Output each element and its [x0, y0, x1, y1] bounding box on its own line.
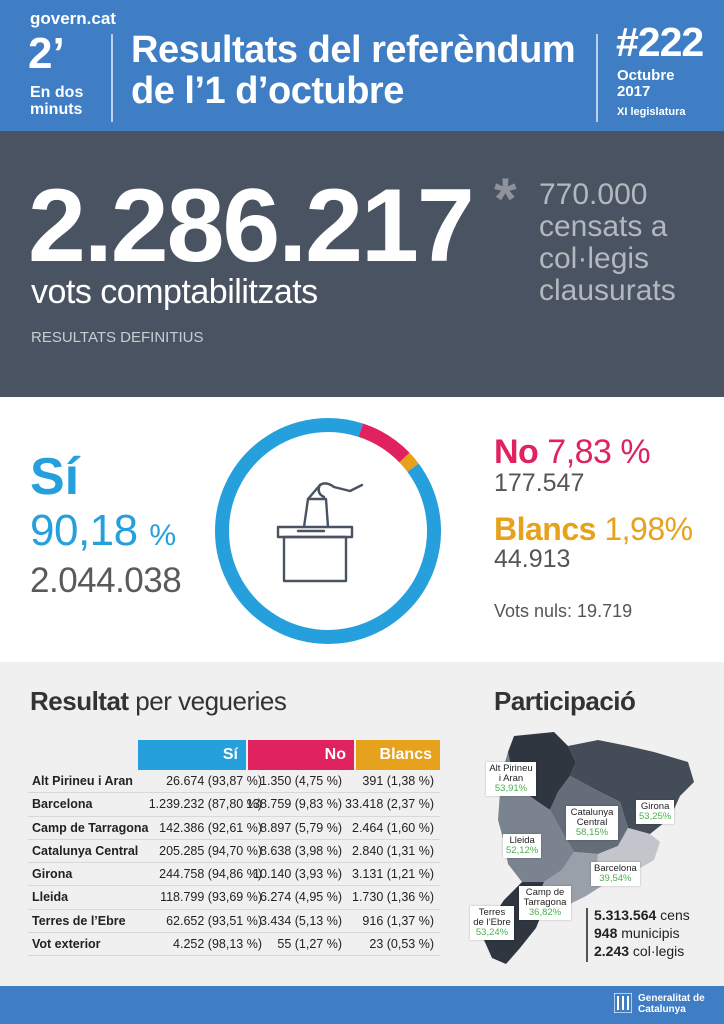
table-row — [28, 793, 440, 816]
donut-arcs — [222, 425, 434, 637]
blancs-result — [494, 511, 693, 548]
cell-vegueria: Alt Pirineu i Aran — [32, 774, 133, 788]
cell-vegueria: Barcelona — [32, 797, 93, 812]
cell-no: 3.434 (5,13 %) — [260, 913, 342, 928]
map-label-catalunya-central — [566, 806, 618, 840]
cell-si: 244.758 (94,86 %) — [159, 867, 262, 882]
si-label: Sí — [30, 448, 80, 506]
cell-vegueria: Lleida — [32, 890, 69, 905]
blancs-votes: 44.913 — [494, 545, 571, 573]
cell-si: 4.252 (98,13 %) — [173, 937, 262, 952]
cell-vegueria: Vot exterior — [32, 937, 101, 952]
cell-vegueria: Catalunya Central — [32, 843, 139, 858]
table-row — [28, 863, 440, 886]
column-header-blancs: Blancs — [356, 740, 440, 770]
table-row — [28, 933, 440, 956]
stat-value: 948 — [594, 925, 618, 941]
donut-segment-no — [361, 430, 405, 457]
cell-no: 8.638 (3,98 %) — [260, 843, 342, 858]
issue-legislature: XI legislatura — [617, 106, 686, 118]
cell-vegueria: Girona — [32, 867, 73, 882]
vegueries-title — [30, 686, 286, 717]
stat-value: 5.313.564 — [594, 907, 657, 923]
map-label-pct: 53,91% — [494, 783, 528, 794]
votes-banner — [0, 131, 724, 397]
si-votes: 2.044.038 — [30, 561, 182, 600]
cell-vegueria: Terres de l’Ebre — [32, 913, 126, 928]
table-row — [28, 886, 440, 909]
cell-blancs: 2.840 (1,31 %) — [352, 843, 434, 858]
generalitat-logo[interactable] — [614, 991, 714, 1021]
results-section — [0, 397, 724, 662]
participation-title: Participació — [494, 686, 636, 716]
map-label-lleida — [503, 834, 541, 858]
issue-number: #222 — [616, 19, 704, 65]
stat-value: 2.243 — [594, 943, 630, 959]
si-percent — [30, 507, 176, 560]
cell-blancs: 1.730 (1,36 %) — [352, 890, 434, 905]
null-votes: Vots nuls: 19.719 — [494, 601, 633, 621]
map-label-name: Camp de Tarragona — [523, 887, 567, 908]
column-header-no: No — [248, 740, 354, 770]
table-body — [28, 770, 440, 956]
asterisk-icon: * — [494, 167, 517, 232]
no-percent: 7,83 % — [547, 433, 651, 471]
map-label-name: Catalunya Central — [570, 807, 614, 828]
cell-si: 118.799 (93,69 %) — [160, 890, 262, 905]
map-label-girona — [636, 800, 674, 824]
header-divider — [596, 34, 598, 122]
cell-si: 26.674 (93,87 %) — [166, 774, 262, 788]
map-label-name: Lleida — [509, 835, 535, 846]
ballot-box-icon — [278, 483, 362, 581]
cell-no: 10.140 (3,93 %) — [253, 867, 342, 882]
vegueries-table — [28, 740, 440, 956]
map-label-name: Girona — [640, 801, 670, 812]
cell-no: 138.759 (9,83 %) — [246, 797, 342, 812]
page-title: Resultats del referèndum de l’1 d’octubre — [131, 29, 576, 112]
map-label-pct: 58,15% — [575, 827, 609, 838]
map-label-name: Alt Pirineu i Aran — [489, 763, 533, 784]
stat-label: municipis — [617, 925, 680, 941]
cell-si: 1.239.232 (87,80 %) — [148, 797, 262, 812]
map-label-alt-pirineu — [486, 762, 536, 796]
table-row — [28, 817, 440, 840]
map-label-barcelona — [591, 862, 640, 886]
cell-si: 142.386 (92,61 %) — [159, 820, 262, 835]
stat-census — [594, 906, 690, 924]
map-label-pct: 39,54% — [599, 873, 632, 884]
cell-blancs: 916 (1,37 %) — [362, 913, 434, 928]
generalitat-emblem-icon — [614, 993, 632, 1013]
column-header-si: Sí — [138, 740, 246, 770]
cell-blancs: 391 (1,38 %) — [362, 774, 434, 788]
map-label-pct: 36,82% — [528, 907, 562, 918]
series-label: En dos minuts — [30, 84, 84, 118]
participation-stats — [594, 906, 690, 960]
stat-municipalities — [594, 924, 690, 942]
cell-no: 6.274 (4,95 %) — [260, 890, 342, 905]
cell-blancs: 33.418 (2,37 %) — [345, 797, 434, 812]
series-number: 2’ — [28, 29, 65, 78]
no-votes: 177.547 — [494, 469, 585, 497]
total-votes-label: vots comptabilitzats — [31, 273, 318, 311]
cell-vegueria: Camp de Tarragona — [32, 820, 149, 835]
map-label-camp-tarragona — [519, 886, 571, 920]
si-percent-value: 90,18 — [30, 506, 138, 555]
blancs-label: Blancs — [494, 511, 596, 547]
closed-polls-note: 770.000 censats a col·legis clausurats — [539, 178, 676, 307]
map-label-pct: 53,24% — [475, 927, 509, 938]
table-row — [28, 840, 440, 863]
lower-section — [0, 662, 724, 986]
percent-symbol: % — [149, 519, 176, 552]
header — [0, 0, 724, 131]
issue-date: Octubre 2017 — [617, 67, 675, 100]
no-result — [494, 433, 650, 472]
blancs-percent: 1,98% — [604, 511, 693, 547]
cell-no: 55 (1,27 %) — [277, 937, 342, 952]
map-label-pct: 53,25% — [639, 811, 672, 822]
generalitat-name: Generalitat de Catalunya — [638, 993, 705, 1015]
cell-no: 1.350 (4,75 %) — [260, 774, 342, 788]
vegueries-title-rest: per vegueries — [128, 686, 287, 716]
footer — [0, 986, 724, 1024]
site-name[interactable]: govern.cat — [30, 9, 116, 28]
stats-divider — [586, 908, 588, 962]
table-row — [28, 910, 440, 933]
cell-si: 205.285 (94,70 %) — [159, 843, 262, 858]
map-label-terres-ebre — [470, 906, 514, 940]
results-donut-chart — [212, 415, 444, 647]
map-label-pct: 52,12% — [506, 845, 539, 856]
cell-no: 8.897 (5,79 %) — [260, 820, 342, 835]
header-divider — [111, 34, 113, 122]
map-label-name: Barcelona — [594, 863, 637, 874]
vegueries-title-bold: Resultat — [30, 686, 129, 716]
table-row — [28, 770, 440, 793]
stat-schools — [594, 942, 690, 960]
cell-blancs: 2.464 (1,60 %) — [352, 820, 434, 835]
stat-label: col·legis — [629, 943, 685, 959]
stat-label: cens — [656, 907, 690, 923]
cell-blancs: 3.131 (1,21 %) — [352, 867, 434, 882]
total-votes: 2.286.217 — [28, 168, 473, 284]
donut-segment-blancs — [404, 458, 413, 468]
definitive-label: RESULTATS DEFINITIUS — [31, 329, 204, 346]
cell-si: 62.652 (93,51 %) — [166, 913, 262, 928]
cell-blancs: 23 (0,53 %) — [369, 937, 434, 952]
table-header — [28, 740, 440, 770]
map-label-name: Terres de l’Ebre — [473, 907, 511, 928]
no-label: No — [494, 433, 539, 471]
